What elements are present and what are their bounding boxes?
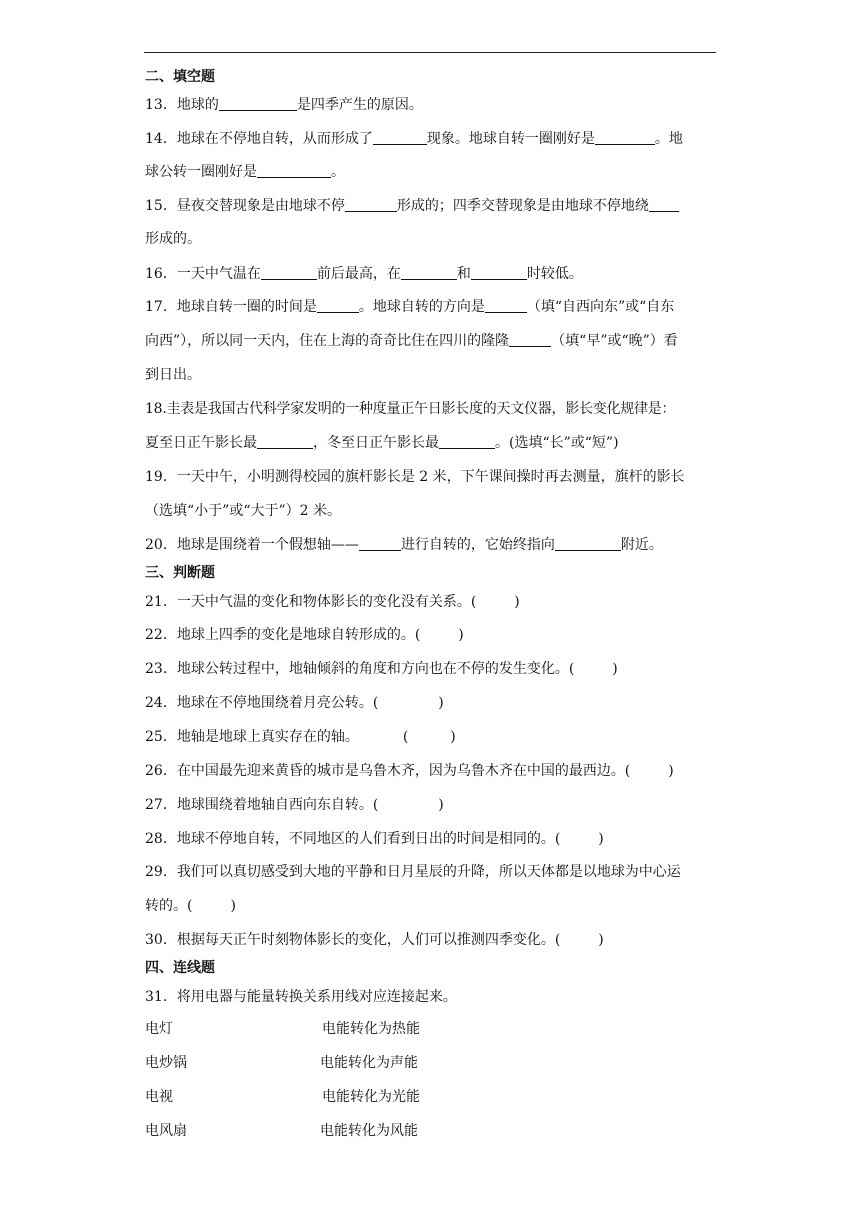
answer-blank[interactable]: [439, 434, 495, 449]
question-20: 20．地球是围绕着一个假想轴—— 进行自转的，它始终指向 附近。: [145, 537, 663, 553]
question-25: 25．地轴是地球上真实存在的轴。 ( ): [145, 729, 456, 745]
question-13: 13．地球的 是四季产生的原因。: [145, 97, 423, 113]
match-left-item[interactable]: 电风扇: [145, 1123, 187, 1139]
answer-blank[interactable]: [555, 536, 621, 551]
question-21: 21．一天中气温的变化和物体影长的变化没有关系。( ): [145, 594, 520, 610]
question-29: 29．我们可以真切感受到大地的平静和日月星辰的升降，所以天体都是以地球为中心运: [145, 864, 681, 880]
question-31: 31．将用电器与能量转换关系用线对应连接起来。: [145, 989, 457, 1005]
question-23: 23．地球公转过程中，地轴倾斜的角度和方向也在不停的发生变化。( ): [145, 661, 618, 677]
question-29-cont: 转的。( ): [145, 898, 236, 914]
question-17-cont2: 到日出。: [145, 367, 201, 383]
answer-blank[interactable]: [509, 332, 551, 347]
section-fill-title: 二、填空题: [145, 69, 215, 85]
answer-blank[interactable]: [219, 96, 297, 111]
match-right-item[interactable]: 电能转化为热能: [322, 1021, 420, 1037]
question-15: 15．昼夜交替现象是由地球不停 形成的；四季交替现象是由地球不停地绕: [145, 197, 679, 215]
answer-blank[interactable]: [373, 130, 427, 145]
answer-blank[interactable]: [401, 265, 457, 280]
answer-blank[interactable]: [257, 163, 331, 178]
match-right-item[interactable]: 电能转化为声能: [320, 1055, 418, 1071]
question-28: 28．地球不停地自转，不同地区的人们看到日出的时间是相同的。( ): [145, 831, 604, 847]
question-26: 26．在中国最先迎来黄昏的城市是乌鲁木齐，因为乌鲁木齐在中国的最西边。( ): [145, 763, 674, 779]
match-left-item[interactable]: 电炒锅: [145, 1055, 187, 1071]
question-16: 16．一天中气温在 前后最高，在 和 时较低。: [145, 266, 583, 282]
header-rule: [144, 52, 716, 53]
answer-blank[interactable]: [485, 298, 527, 313]
question-15-cont: 形成的。: [145, 231, 201, 247]
match-right-item[interactable]: 电能转化为光能: [322, 1089, 420, 1105]
section-judge-title: 三、判断题: [145, 565, 215, 581]
question-17-cont: 向西”），所以同一天内，住在上海的奇奇比住在四川的隆隆 （填“早”或“晚”）看: [145, 333, 678, 349]
question-18: 18.圭表是我国古代科学家发明的一种度量正午日影长度的天文仪器，影长变化规律是：: [145, 401, 676, 417]
question-18-cont: 夏至日正午影长最 ，冬至日正午影长最 。(选填“长”或“短”): [145, 435, 619, 451]
question-24: 24．地球在不停地围绕着月亮公转。( ): [145, 695, 444, 711]
answer-blank[interactable]: [471, 265, 527, 280]
answer-blank[interactable]: [317, 298, 359, 313]
question-30: 30．根据每天正午时刻物体影长的变化，人们可以推测四季变化。( ): [145, 932, 604, 948]
question-17: 17．地球自转一圈的时间是 。地球自转的方向是 （填“自西向东”或“自东: [145, 299, 675, 315]
question-14: 14．地球在不停地自转，从而形成了 现象。地球自转一圈刚好是 。地: [145, 131, 683, 147]
answer-blank[interactable]: [345, 197, 397, 212]
answer-blank[interactable]: [649, 197, 679, 212]
question-22: 22．地球上四季的变化是地球自转形成的。( ): [145, 627, 464, 643]
question-19: 19．一天中午，小明测得校园的旗杆影长是 2 米，下午课间操时再去测量，旗杆的影长: [145, 469, 685, 485]
question-14-cont: 球公转一圈刚好是 。: [145, 164, 345, 180]
question-19-cont: （选填“小于”或“大于”）2 米。: [145, 503, 341, 519]
answer-blank[interactable]: [359, 536, 401, 551]
match-left-item[interactable]: 电灯: [145, 1021, 173, 1037]
answer-blank[interactable]: [595, 130, 655, 145]
answer-blank[interactable]: [257, 434, 313, 449]
section-match-title: 四、连线题: [145, 960, 215, 976]
answer-blank[interactable]: [261, 265, 317, 280]
match-left-item[interactable]: 电视: [145, 1089, 173, 1105]
match-right-item[interactable]: 电能转化为风能: [320, 1123, 418, 1139]
question-27: 27．地球围绕着地轴自西向东自转。( ): [145, 797, 444, 813]
